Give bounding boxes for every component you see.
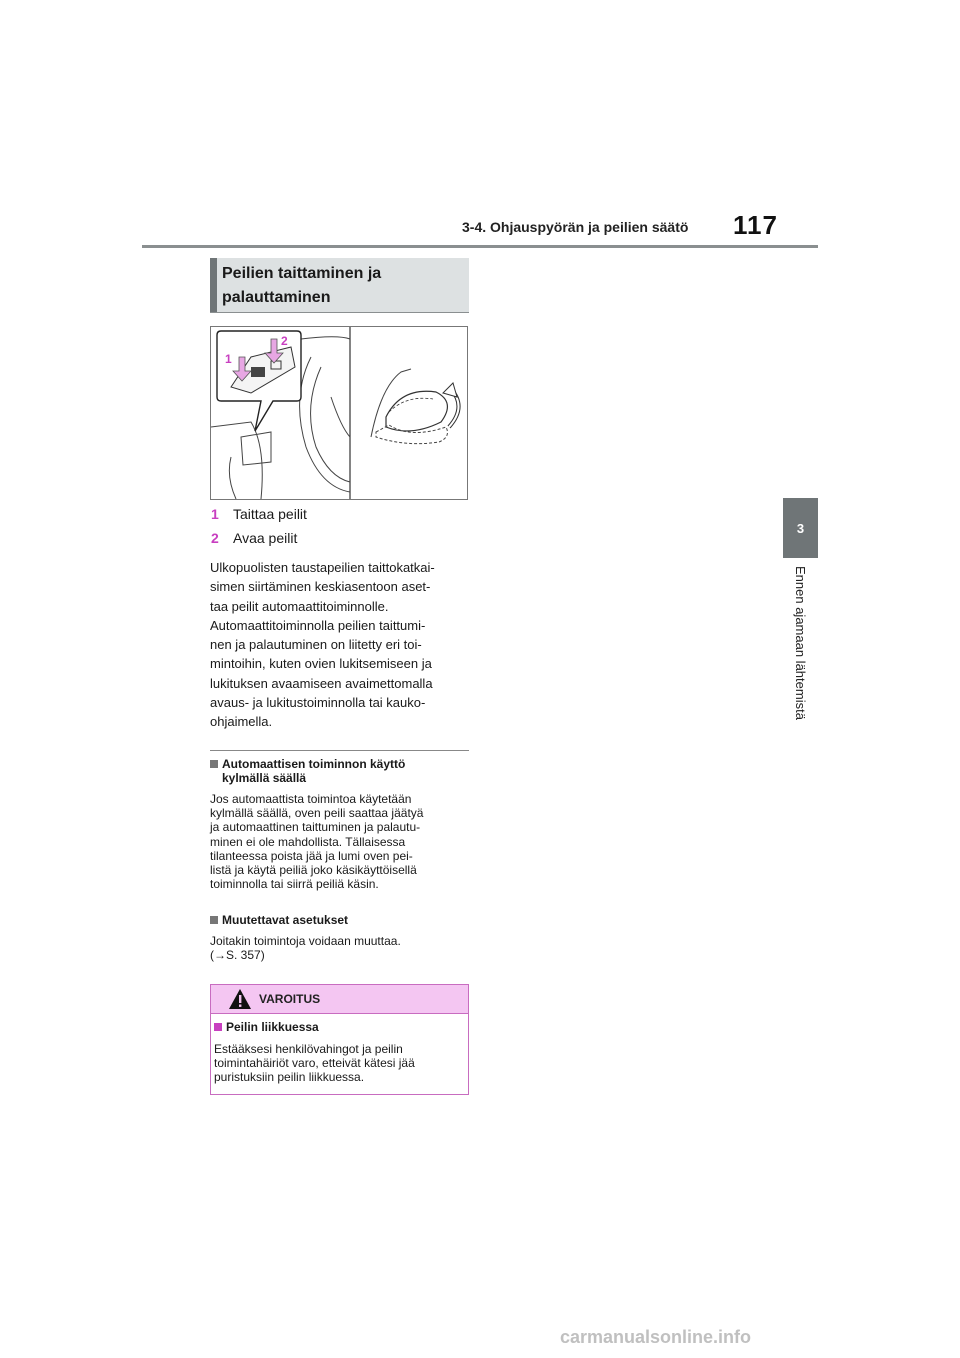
step-2-label: Avaa peilit (233, 530, 298, 546)
body-line: kylmällä säällä, oven peili saattaa jäätyä (210, 806, 424, 821)
warning-line: puristuksiin peilin liikkuessa. (214, 1070, 365, 1085)
section-title-line1: Peilien taittaminen ja (222, 265, 382, 282)
paragraph-line: simen siirtäminen keskiasentoon aset- (210, 579, 431, 595)
subsection-1-heading (210, 757, 405, 785)
square-bullet-icon (210, 760, 218, 768)
body-paragraph (210, 558, 472, 732)
paragraph-line: avaus- ja lukitustoiminnolla tai kauko- (210, 695, 426, 711)
subsection-1-body (210, 792, 423, 891)
warning-body (214, 1042, 415, 1085)
body-line: tilanteessa poista jää ja lumi oven pei- (210, 848, 413, 863)
subsection-1-title-line1: Automaattisen toiminnon käyttö (222, 757, 406, 771)
header-rule (142, 245, 818, 248)
chapter-tab (783, 498, 818, 558)
page-reference-link[interactable]: (→S. 357) (210, 948, 265, 963)
warning-line: toimintahäiriöt varo, etteivät kätesi jää (214, 1056, 415, 1071)
chapter-tab-text: Ennen ajamaan lähtemistä (793, 566, 808, 720)
chapter-tab-number: 3 (796, 520, 805, 536)
paragraph-line: nen ja palautuminen on liitetty eri toi- (210, 637, 422, 653)
watermark: carmanualsonline.info (560, 1327, 752, 1347)
body-line: Joitakin toimintoja voidaan muuttaa. (210, 934, 401, 948)
warning-triangle-icon (228, 988, 252, 1010)
warning-subtitle-text: Peilin liikkuessa (226, 1020, 319, 1034)
paragraph-line: lukituksen avaamiseen avaimettomalla (210, 675, 433, 691)
paragraph-line: Automaattitoiminnolla peilien taittumi- (210, 617, 426, 633)
square-bullet-icon (214, 1023, 222, 1031)
subsection-rule (210, 750, 469, 751)
subsection-1-title-line2: kylmällä säällä (222, 771, 307, 785)
paragraph-line: taa peilit automaattitoiminnolle. (210, 598, 389, 614)
chapter-title: 3-4. Ohjauspyörän ja peilien säätö (462, 219, 689, 235)
subsection-2-title: Muutettavat asetukset (222, 913, 349, 927)
illustration-svg (211, 327, 467, 499)
callout-2-label: 2 (281, 334, 288, 348)
section-title (222, 262, 462, 310)
square-bullet-icon (210, 916, 218, 924)
callout-1-label: 1 (225, 352, 232, 366)
paragraph-line: ohjaimella. (210, 714, 273, 730)
warning-subtitle (214, 1020, 319, 1034)
body-line: Jos automaattista toimintoa käytetään (210, 792, 412, 806)
body-line: listä ja käytä peiliä joko käsikäyttöisellä (210, 863, 417, 878)
subsection-2-heading (210, 913, 348, 927)
section-rule (210, 312, 469, 313)
section-title-line2: palauttaminen (222, 289, 331, 306)
mirror-fold-illustration (210, 326, 468, 500)
step-1-number: 1 (211, 506, 219, 522)
paragraph-line: Ulkopuolisten taustapeilien taittokatkai- (210, 560, 435, 575)
body-line: toiminnolla tai siirrä peiliä käsin. (210, 877, 379, 892)
page-number: 117 (733, 210, 778, 240)
subsection-2-body (210, 934, 401, 962)
body-line: minen ei ole mahdollista. Tällaisessa (210, 834, 406, 849)
warning-label: VAROITUS (259, 992, 321, 1006)
step-2-number: 2 (211, 530, 219, 546)
paragraph-line: mintoihin, kuten ovien lukitsemiseen ja (210, 656, 432, 672)
step-1-label: Taittaa peilit (233, 506, 307, 522)
body-line: ja automaattinen taittuminen ja palautu- (210, 820, 421, 835)
warning-line: Estääksesi henkilövahingot ja peilin (214, 1042, 403, 1056)
step-2 (211, 530, 297, 546)
step-1 (211, 506, 307, 522)
